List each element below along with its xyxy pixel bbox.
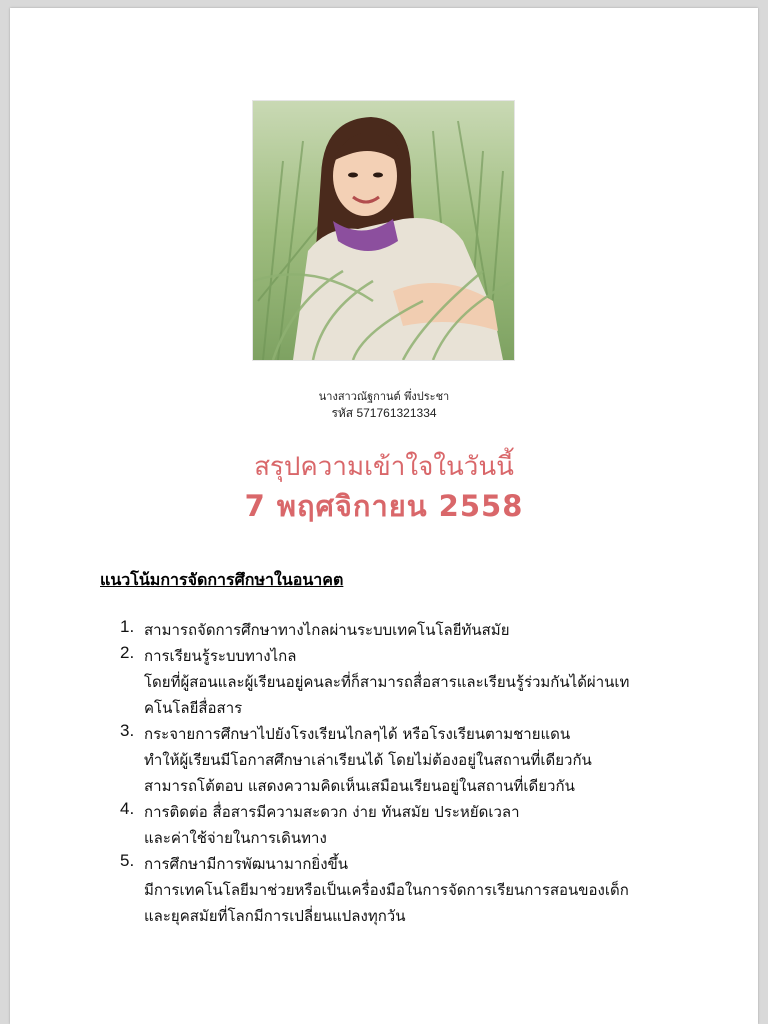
student-name: นางสาวณัฐกานต์ พึ่งประชา	[318, 390, 450, 403]
profile-photo-illustration	[253, 101, 514, 360]
list-item	[120, 799, 680, 851]
summary-date: 7 พฤศจิกายน 2558	[244, 489, 524, 523]
profile-photo	[252, 100, 515, 361]
list-item	[120, 721, 680, 799]
summary-list	[120, 617, 680, 929]
list-item-text: และยุคสมัยที่โลกมีการเปลี่ยนแปลงทุกวัน	[144, 907, 406, 925]
list-item-text: สามารถจัดการศึกษาทางไกลผ่านระบบเทคโนโลยีทันสมัย	[144, 621, 510, 639]
list-item-text: สามารถโต้ตอบ แสดงความคิดเห็นเสมือนเรียนอยู่ในสถานที่เดียวกัน	[144, 777, 575, 795]
list-item-text: การศึกษามีการพัฒนามากยิ่งขึ้น	[144, 855, 349, 873]
list-item	[120, 851, 680, 929]
student-id: รหัส 571761321334	[331, 406, 437, 420]
list-number: 4.	[120, 799, 135, 818]
list-number: 5.	[120, 851, 135, 870]
list-number: 1.	[120, 617, 135, 636]
list-item-text: กระจายการศึกษาไปยังโรงเรียนไกลๆได้ หรือโรงเรียนตามชายแดน	[144, 725, 571, 743]
section-heading: แนวโน้มการจัดการศึกษาในอนาคต	[100, 570, 344, 589]
list-item	[120, 643, 680, 721]
list-item-text: คโนโลยีสื่อสาร	[144, 699, 243, 717]
list-item	[120, 617, 680, 643]
summary-title: สรุปความเข้าใจในวันนี้	[254, 452, 514, 482]
document-page	[10, 8, 758, 1024]
list-item-text: โดยที่ผู้สอนและผู้เรียนอยู่คนละที่ก็สามารถสื่อสารและเรียนรู้ร่วมกันได้ผ่านเท	[144, 673, 630, 691]
list-number: 3.	[120, 721, 135, 740]
list-item-text: และค่าใช้จ่ายในการเดินทาง	[144, 829, 327, 847]
list-number: 2.	[120, 643, 135, 662]
list-item-text: การติดต่อ สื่อสารมีความสะดวก ง่าย ทันสมัย ประหยัดเวลา	[144, 803, 520, 821]
list-item-text: การเรียนรู้ระบบทางไกล	[144, 647, 297, 665]
list-item-text: มีการเทคโนโลยีมาช่วยหรือเป็นเครื่องมือในการจัดการเรียนการสอนของเด็ก	[144, 881, 629, 899]
list-item-text: ทำให้ผู้เรียนมีโอกาสศึกษาเล่าเรียนได้ โดยไม่ต้องอยู่ในสถานที่เดียวกัน	[144, 751, 592, 769]
